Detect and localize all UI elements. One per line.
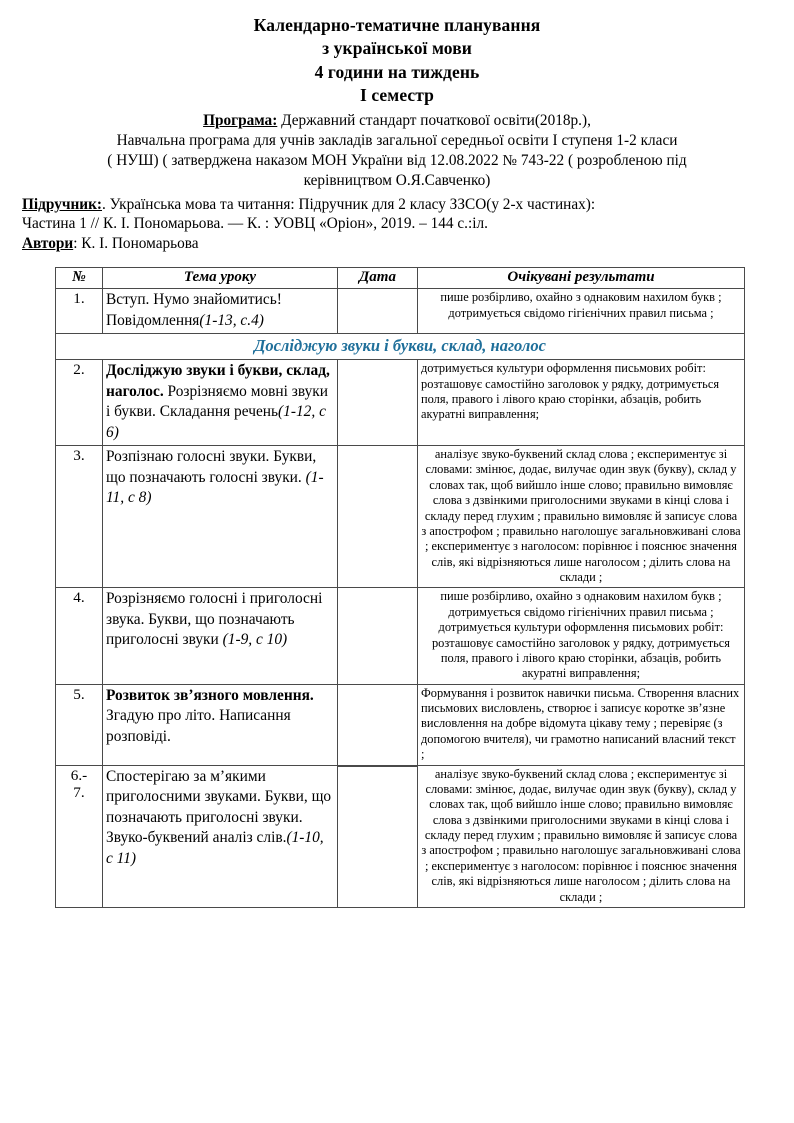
row-result: аналізує звуко-буквений склад слова ; експериментує зі словами: змінює, додає, вилучає один звук (букву), склад у словах так, щоб вийшло інше слово; правильно вимовляє слова з дзвінкими приголосними звуками в кінці слова і складу перед глухим ; правильно вимовляє й записує слова з апострофом ; правильно наголошує загальновживані слова ; експериментує з наголосом: порівнює і пояснює значення слів, які відрізняються лише наголосом ; ділить слова на склади ; (418, 765, 745, 907)
row-result: аналізує звуко-буквений склад слова ; експериментує зі словами: змінює, додає, вилучає один звук (букву), склад у словах так, щоб вийшло інше слово; правильно вимовляє слова з дзвінкими приголосними звуками в кінці слова і складу перед глухим ; правильно вимовляє й записує слова з апострофом ; правильно наголошує загальновживані слова ; експериментує з наголосом: порівнює і пояснює значення слів, які відрізняються лише наголосом ; ділить слова на склади ; (418, 446, 745, 588)
textbook-label: Підручник: (22, 195, 103, 213)
table-row (56, 765, 745, 907)
title-line-1: Календарно-тематичне планування (253, 15, 541, 35)
lesson-plan-table-wrap (22, 267, 772, 908)
program-block (22, 111, 772, 191)
program-label: Програма: (203, 112, 278, 130)
title-line-3: 4 години на тиждень (314, 61, 480, 82)
row-result: пише розбірливо, охайно з однаковим нахилом букв ; дотримується свідомо гігієнічних правил письма ; дотримується культури оформлення письмових робіт: розташовує самостійно заголовок у рядку, дотримується поля, правого і лівого краю сторінки, абзаців, робить акуратні виправлення; (418, 588, 745, 684)
program-line-4: керівництвом О.Я.Савченко) (303, 171, 491, 189)
page-title (22, 14, 772, 107)
textbook-value: . Українська мова та читання: Підручник для 2 класу ЗЗСО(у 2-х частинах): (102, 195, 596, 213)
theme-ref: (1-10, с 11) (106, 829, 324, 867)
lesson-plan-table (55, 267, 745, 908)
theme-ref: (1-11, с 8) (106, 468, 324, 507)
textbook-block (22, 195, 772, 255)
theme-ref: (1-12, с 6) (106, 403, 326, 441)
row-number: 1. (56, 289, 103, 334)
column-header-number: № (56, 268, 103, 289)
authors-value: : К. І. Пономарьова (73, 235, 199, 253)
table-header-row (56, 268, 745, 289)
row-theme (103, 765, 338, 907)
row-number: 5. (56, 684, 103, 765)
authors-label: Автори (22, 235, 74, 253)
row-number: 2. (56, 360, 103, 446)
row-date (338, 289, 418, 334)
theme-heading: Розвиток зв’язного мовлення. (106, 686, 314, 704)
row-result: Формування і розвиток навички письма. Створення власних письмових висловлень, створює і записує коротке зв’язне висловлення на добре відомута цікаву тему ; перевіряє (з допомогою вчителя), чи грамотно написаний власний текст ; (418, 684, 745, 765)
column-header-theme: Тема уроку (103, 268, 338, 289)
program-line-3: ( НУШ) ( затверджена наказом МОН України від 12.08.2022 № 743-22 ( розробленою під (107, 151, 687, 169)
row-date (338, 684, 418, 765)
table-row (56, 446, 745, 588)
row-number: 4. (56, 588, 103, 684)
row-number-line-2: 7. (73, 784, 85, 802)
theme-ref: (1-13, с.4) (199, 311, 264, 329)
program-line-2: Навчальна програма для учнів закладів загальної середньої освіти I ступеня 1-2 класи (116, 131, 678, 149)
textbook-line-1 (22, 195, 772, 215)
theme-text: Спостерігаю за м’якими приголосними звуками. Букви, що позначають приголосні звуки. Звуко-буквений аналіз слів. (106, 767, 332, 847)
row-theme (103, 360, 338, 446)
theme-text: Згадую про літо. Написання розповіді. (106, 707, 291, 745)
authors-line (22, 234, 772, 254)
title-line-2: з української мови (322, 38, 472, 59)
table-row (56, 289, 745, 334)
row-date-split (338, 765, 418, 907)
theme-text: Розпізнаю голосні звуки. Букви, що позначають голосні звуки. (106, 448, 317, 486)
row-number: 3. (56, 446, 103, 588)
row-number (56, 765, 103, 907)
row-date-6 (338, 766, 417, 767)
column-header-date: Дата (338, 268, 418, 289)
row-date (338, 446, 418, 588)
row-number-line-1: 6.- (70, 766, 88, 784)
table-row (56, 684, 745, 765)
row-date (338, 360, 418, 446)
column-header-result: Очікувані результати (418, 268, 745, 289)
program-line-1 (22, 111, 772, 131)
section-banner-text: Досліджую звуки і букви, склад, наголос (56, 334, 745, 360)
theme-heading: Досліджую звуки і букви, склад, наголос. (106, 362, 330, 400)
row-result: пише розбірливо, охайно з однаковим нахилом букв ; дотримується свідомо гігієнічних правил письма ; (418, 289, 745, 334)
theme-text: Вступ. Нумо знайомитись! Повідомлення (106, 291, 282, 329)
row-result: дотримується культури оформлення письмових робіт: розташовує самостійно заголовок у рядку, дотримується поля, правого і лівого краю сторінки, абзаців, робить акуратні виправлення; (418, 360, 745, 446)
title-line-4: I семестр (359, 84, 435, 105)
table-row (56, 360, 745, 446)
theme-text: Розрізняємо голосні і приголосні звука. Букви, що позначають приголосні звуки (106, 590, 323, 649)
textbook-line-2: Частина 1 // К. І. Пономарьова. — К. : УОВЦ «Оріон», 2019. – 144 с.:іл. (22, 215, 488, 233)
program-value: Державний стандарт початкової освіти(2018р.), (277, 112, 591, 130)
table-row (56, 588, 745, 684)
section-banner-row (56, 334, 745, 360)
row-theme (103, 289, 338, 334)
row-theme (103, 588, 338, 684)
row-theme (103, 684, 338, 765)
row-date (338, 588, 418, 684)
theme-ref: (1-9, с 10) (222, 631, 288, 649)
theme-text: Розрізняємо мовні звуки і букви. Складання речень (106, 382, 329, 421)
row-theme (103, 446, 338, 588)
